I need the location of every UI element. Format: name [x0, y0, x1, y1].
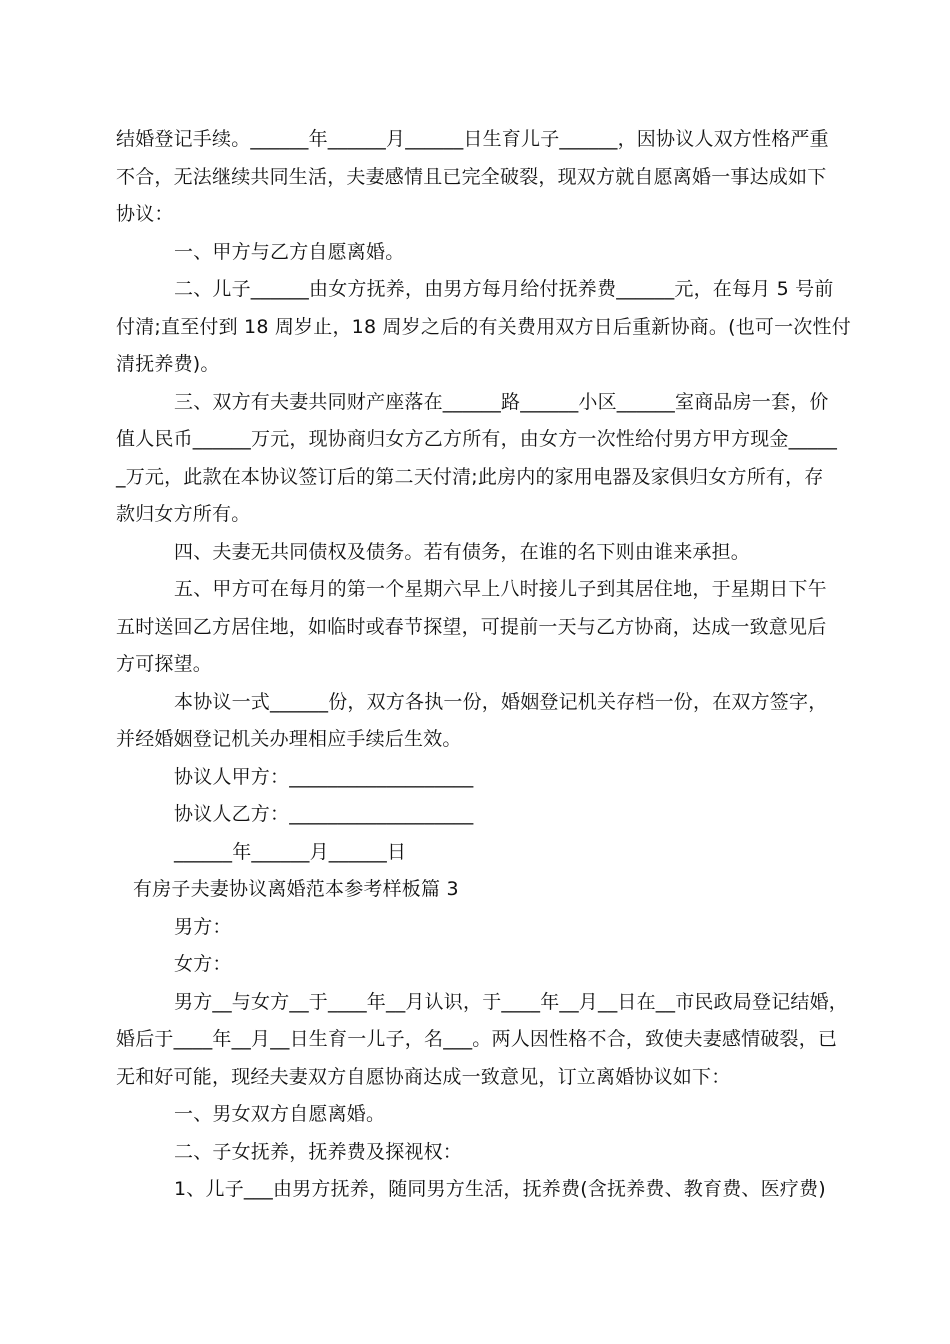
text-line: 不合，无法继续共同生活，夫妻感情且已完全破裂，现双方就自愿离婚一事达成如下: [116, 166, 827, 188]
clause-heading: 一、甲方与乙方自愿离婚。: [174, 241, 405, 263]
text-line: 1、儿子___由男方抚养，随同男方生活，抚养费(含抚养费、教育费、医疗费): [174, 1178, 826, 1200]
signature-line-party-b: 协议人乙方：___________________: [174, 803, 474, 825]
text-line: 男方：: [174, 916, 232, 938]
text-line: 三、双方有夫妻共同财产座落在______路______小区______室商品房一套，价: [174, 391, 829, 413]
text-line: 婚后于____年__月__日生育一儿子，名___。两人因性格不合，致使夫妻感情破裂，已: [116, 1028, 838, 1050]
text-line: 款归女方所有。: [116, 503, 251, 525]
text-line: 本协议一式______份，双方各执一份，婚姻登记机关存档一份，在双方签字，: [174, 691, 828, 713]
date-line: ______年______月______日: [174, 841, 407, 863]
text-line: 付清;直至付到 18 周岁止，18 周岁之后的有关费用双方日后重新协商。(也可一次性付: [116, 316, 851, 338]
section-title: 有房子夫妻协议离婚范本参考样板篇 3: [133, 878, 459, 900]
text-line: 并经婚姻登记机关办理相应手续后生效。: [116, 728, 462, 750]
text-line: 女方：: [174, 953, 232, 975]
text-line: 协议：: [116, 203, 174, 225]
text-line: 方可探望。: [116, 653, 213, 675]
clause-heading: 二、子女抚养，抚养费及探视权：: [174, 1141, 463, 1163]
clause-heading: 一、男女双方自愿离婚。: [174, 1103, 386, 1125]
signature-line-party-a: 协议人甲方：___________________: [174, 766, 474, 788]
text-line: 结婚登记手续。______年______月______日生育儿子______，因协议人双方性格严重: [116, 128, 829, 150]
text-line: 四、夫妻无共同债权及债务。若有债务，在谁的名下则由谁来承担。: [174, 541, 751, 563]
text-line: 值人民币______万元，现协商归女方乙方所有，由女方一次性给付男方甲方现金_____: [116, 428, 838, 450]
text-line: 二、儿子______由女方抚养，由男方每月给付抚养费______元，在每月 5 号前: [174, 278, 834, 300]
text-line: 五、甲方可在每月的第一个星期六早上八时接儿子到其居住地，于星期日下午: [174, 578, 827, 600]
text-line: 无和好可能，现经夫妻双方自愿协商达成一致意见，订立离婚协议如下：: [116, 1066, 731, 1088]
text-line: _万元，此款在本协议签订后的第二天付清;此房内的家用电器及家俱归女方所有，存: [116, 466, 824, 488]
text-line: 五时送回乙方居住地，如临时或春节探望，可提前一天与乙方协商，达成一致意见后: [116, 616, 827, 638]
text-line: 男方__与女方__于____年__月认识，于____年__月__日在__市民政局登记结婚，: [174, 991, 849, 1013]
text-line: 清抚养费)。: [116, 353, 220, 375]
